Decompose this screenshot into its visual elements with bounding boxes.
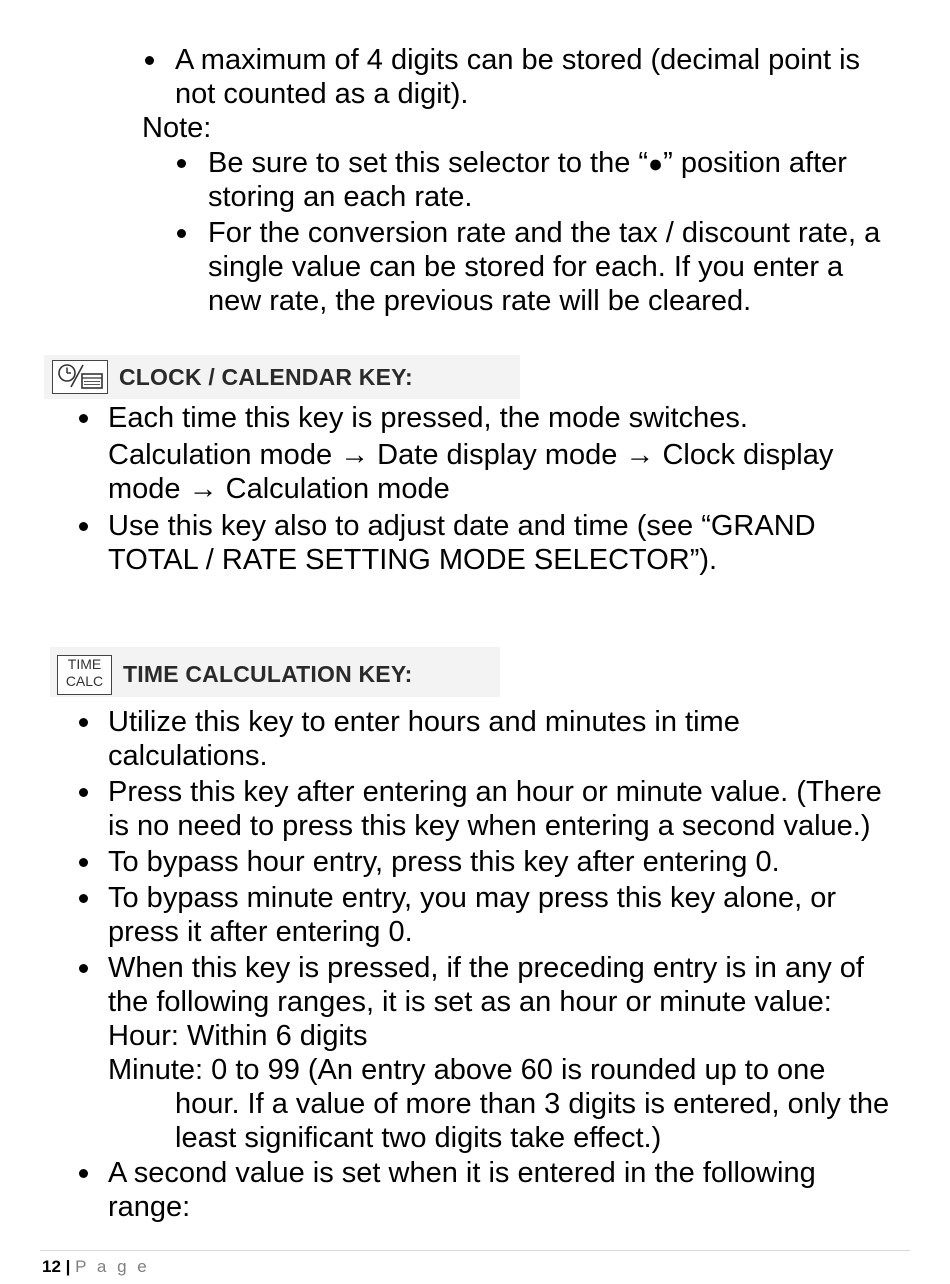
filled-circle-symbol: ● [648,150,664,178]
bullet-dot [79,522,88,531]
bullet-dot [79,788,88,797]
text-line: To bypass minute entry, you may press this key alone, or [108,882,837,914]
note-label: Note: [142,112,212,144]
time-calculation-heading [50,647,500,697]
text-line: Hour: Within 6 digits [108,1020,368,1052]
text-line: To bypass hour entry, press this key after entering 0. [108,846,780,878]
text-line: calculations. [108,740,268,772]
bullet-dot [79,1169,88,1178]
time-calc-key-icon [57,655,112,695]
page-footer [42,1256,150,1278]
page-label: P a g e [75,1257,150,1276]
clock-calendar-heading [44,355,520,399]
text-line: Minute: 0 to 99 (An entry above 60 is rounded up to one [108,1054,826,1086]
text-line: mode → Calculation mode [108,473,450,505]
text-line: Press this key after entering an hour or minute value. (There [108,776,882,808]
section-title: TIME CALCULATION KEY: [123,661,413,687]
text-line: range: [108,1191,191,1223]
key-label-top: TIME [67,656,102,672]
text-line: Each time this key is pressed, the mode switches. [108,402,748,434]
text-line: storing an each rate. [208,181,473,213]
bullet-dot [79,894,88,903]
bullet-dot [177,229,186,238]
text-line: Use this key also to adjust date and time (see “GRAND [108,510,816,542]
text-line: A maximum of 4 digits can be stored (decimal point is [175,44,861,76]
bullet-dot [145,56,154,65]
text-line: hour. If a value of more than 3 digits is entered, only the [175,1088,890,1120]
clock-calendar-glyph [53,361,106,392]
note-item-1-line-1 [208,146,847,181]
clock-calendar-key-icon [52,360,108,394]
bullet-dot [79,964,88,973]
text-line: TOTAL / RATE SETTING MODE SELECTOR”). [108,544,718,576]
text-line: is no need to press this key when entering a second value.) [108,810,871,842]
section-title: CLOCK / CALENDAR KEY: [119,363,413,390]
key-label-bottom: CALC [65,673,104,689]
text-line: not counted as a digit). [175,78,469,110]
page-number: 12 [42,1257,61,1276]
text-line: press it after entering 0. [108,916,413,948]
text-line: single value can be stored for each. If you enter a [208,251,844,283]
text-span: Be sure to set this selector to the “ [208,147,649,179]
bullet-dot [177,159,186,168]
bullet-dot [79,414,88,423]
bullet-dot [79,718,88,727]
text-line: least significant two digits take effect.) [175,1122,662,1154]
bullet-dot [79,858,88,867]
text-line: new rate, the previous rate will be cleared. [208,285,752,317]
text-line: A second value is set when it is entered in the following [108,1157,816,1189]
text-line: Utilize this key to enter hours and minutes in time [108,706,740,738]
text-line: For the conversion rate and the tax / discount rate, a [208,217,881,249]
text-span: ” position after [663,147,847,179]
footer-separator: | [65,1257,71,1276]
text-line: Calculation mode → Date display mode → Clock display [108,439,834,471]
text-line: When this key is pressed, if the preceding entry is in any of [108,952,864,984]
text-line: the following ranges, it is set as an hour or minute value: [108,986,832,1018]
footer-rule [40,1250,910,1251]
